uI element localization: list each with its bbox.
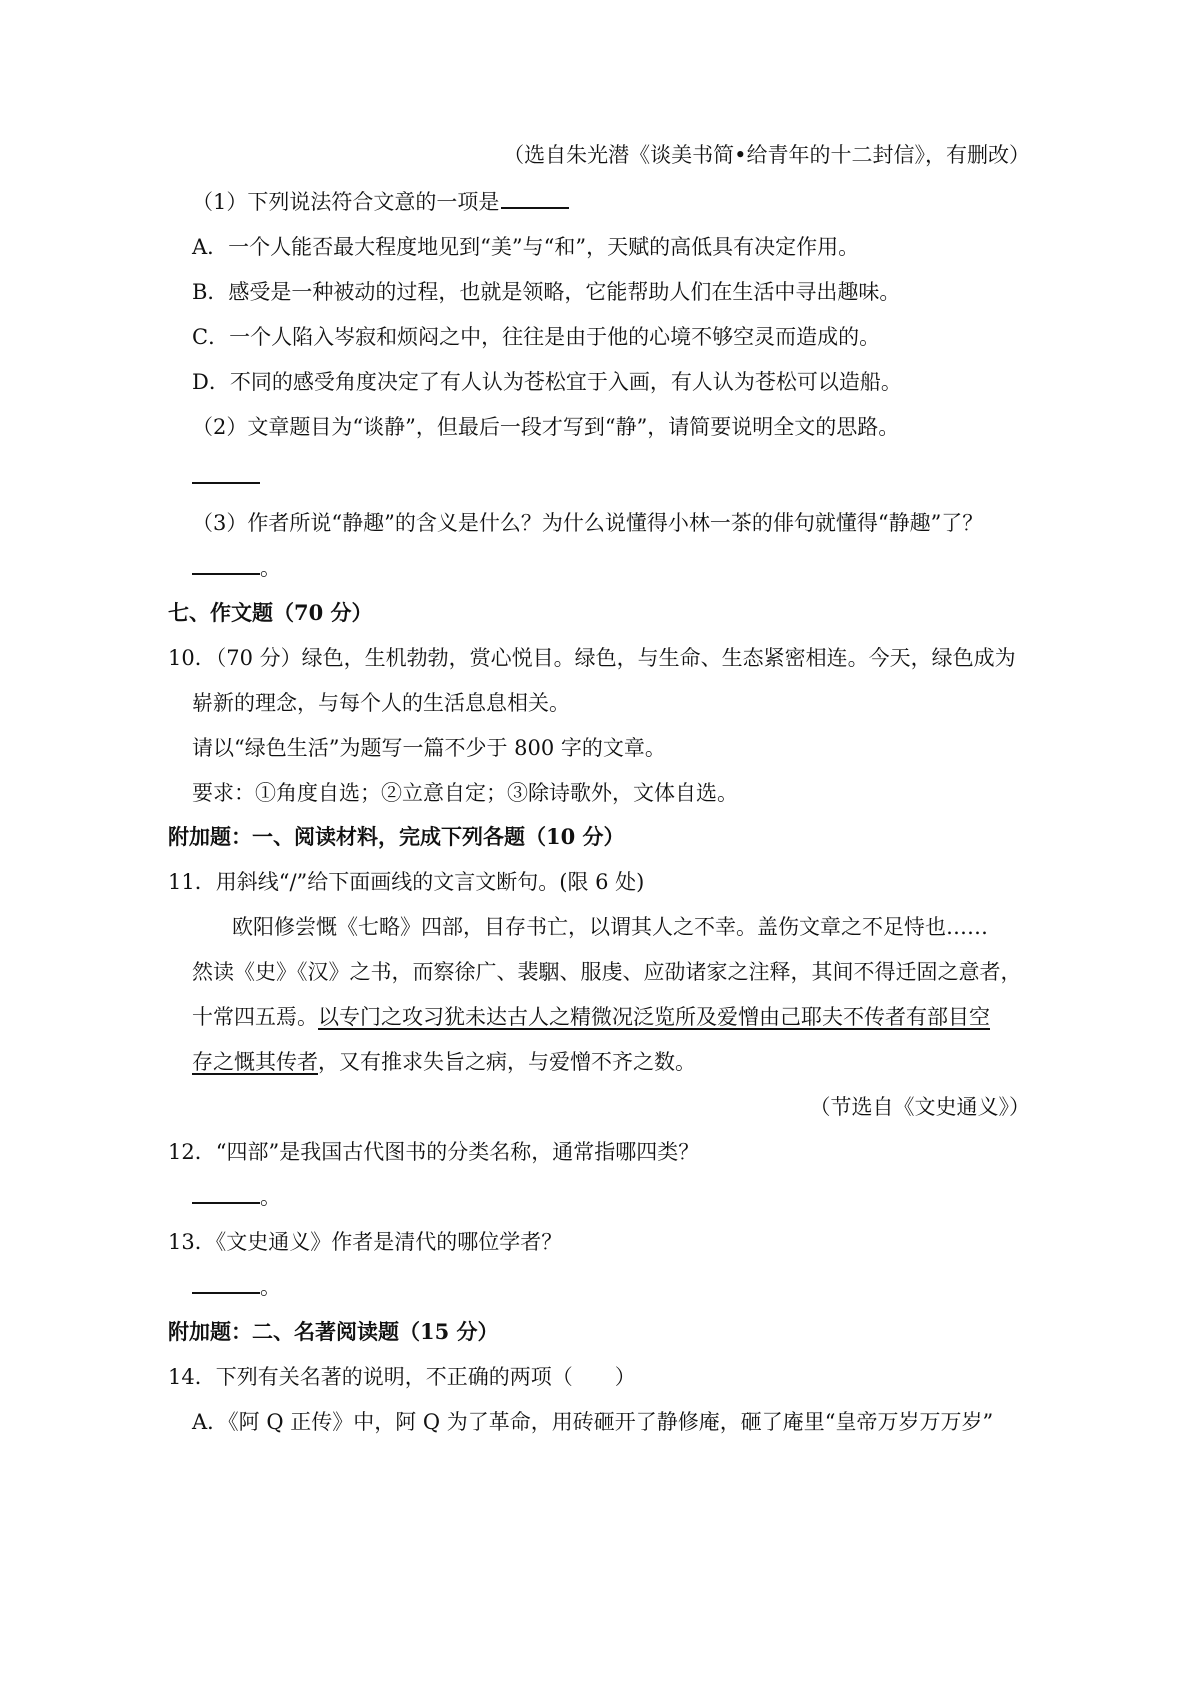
- q1-option-b: B．感受是一种被动的过程，也就是领略，它能帮助人们在生活中寻出趣味。: [192, 280, 901, 304]
- answer-blank[interactable]: [192, 1182, 260, 1204]
- q2-stem: （2）文章题目为“谈静”，但最后一段才写到“静”，请简要说明全文的思路。: [192, 415, 900, 439]
- q10-line3: 请以“绿色生活”为题写一篇不少于 800 字的文章。: [192, 736, 666, 760]
- period: 。: [260, 556, 281, 580]
- q11-passage-line2: 然读《史》《汉》之书，而察徐广、裴駰、服虔、应劭诸家之注释，其间不得迁固之意者，: [192, 960, 1022, 984]
- q10-line4: 要求：①角度自选；②立意自定；③除诗歌外，文体自选。: [192, 781, 738, 805]
- q14-option-a: A．《阿 Q 正传》中，阿 Q 为了革命，用砖砸开了静修庵，砸了庵里“皇帝万岁万万岁”: [192, 1410, 994, 1434]
- answer-blank[interactable]: [192, 462, 260, 484]
- q11-passage-line1: 欧阳修尝慨《七略》四部，目存书亡，以谓其人之不幸。盖伤文章之不足恃也……: [232, 915, 988, 939]
- section-title-extra-reading: 附加题：一、阅读材料，完成下列各题（10 分）: [168, 824, 625, 849]
- underlined-passage: 存之慨其传者: [192, 1050, 318, 1074]
- q3-stem: （3）作者所说“静趣”的含义是什么？为什么说懂得小林一茶的俳句就懂得“静趣”了？: [192, 511, 984, 535]
- section-title-classics: 附加题：二、名著阅读题（15 分）: [168, 1319, 499, 1344]
- answer-blank[interactable]: [501, 187, 569, 209]
- q12-stem: 12．“四部”是我国古代图书的分类名称，通常指哪四类？: [168, 1140, 700, 1164]
- q14-stem: 14．下列有关名著的说明，不正确的两项（ ）: [168, 1365, 636, 1389]
- period: 。: [260, 1275, 281, 1299]
- q3-answer-line: [192, 553, 281, 583]
- answer-blank[interactable]: [192, 1272, 260, 1294]
- q12-answer-line: [192, 1182, 281, 1212]
- q13-stem: 13．《文史通义》作者是清代的哪位学者？: [168, 1230, 563, 1254]
- q1-option-c: C．一个人陷入岑寂和烦闷之中，往往是由于他的心境不够空灵而造成的。: [192, 325, 881, 349]
- q10-line1: 10．（70 分）绿色，生机勃勃，赏心悦目。绿色，与生命、生态紧密相连。今天，绿色成为: [168, 646, 1016, 670]
- q10-line2: 崭新的理念，与每个人的生活息息相关。: [192, 691, 570, 715]
- q2-answer-line: [192, 462, 260, 492]
- passage-text: 十常四五焉。: [192, 1005, 318, 1029]
- underlined-passage: 以专门之攻习犹未达古人之精微况泛览所及爱憎由己耶夫不传者有部目空: [318, 1005, 990, 1029]
- q11-passage-line3: [192, 1002, 990, 1032]
- q11-stem: 11．用斜线“/”给下面画线的文言文断句。(限 6 处): [168, 870, 645, 894]
- q1-option-a: A．一个人能否最大程度地见到“美”与“和”，天赋的高低具有决定作用。: [192, 235, 860, 259]
- q11-passage-line4: [192, 1047, 696, 1077]
- q11-source: （节选自《文史通义》）: [809, 1095, 1030, 1119]
- passage-text: ，又有推求失旨之病，与爱憎不齐之数。: [318, 1050, 696, 1074]
- period: 。: [260, 1185, 281, 1209]
- q1-option-d: D．不同的感受角度决定了有人认为苍松宜于入画，有人认为苍松可以造船。: [192, 370, 902, 394]
- q13-answer-line: [192, 1272, 281, 1302]
- answer-blank[interactable]: [192, 553, 260, 575]
- section-title-essay: 七、作文题（70 分）: [168, 600, 373, 625]
- q1-stem-text: （1）下列说法符合文意的一项是: [192, 190, 500, 214]
- q1-stem: [192, 187, 569, 217]
- source-citation: （选自朱光潜《谈美书简•给青年的十二封信》，有删改）: [503, 143, 1030, 167]
